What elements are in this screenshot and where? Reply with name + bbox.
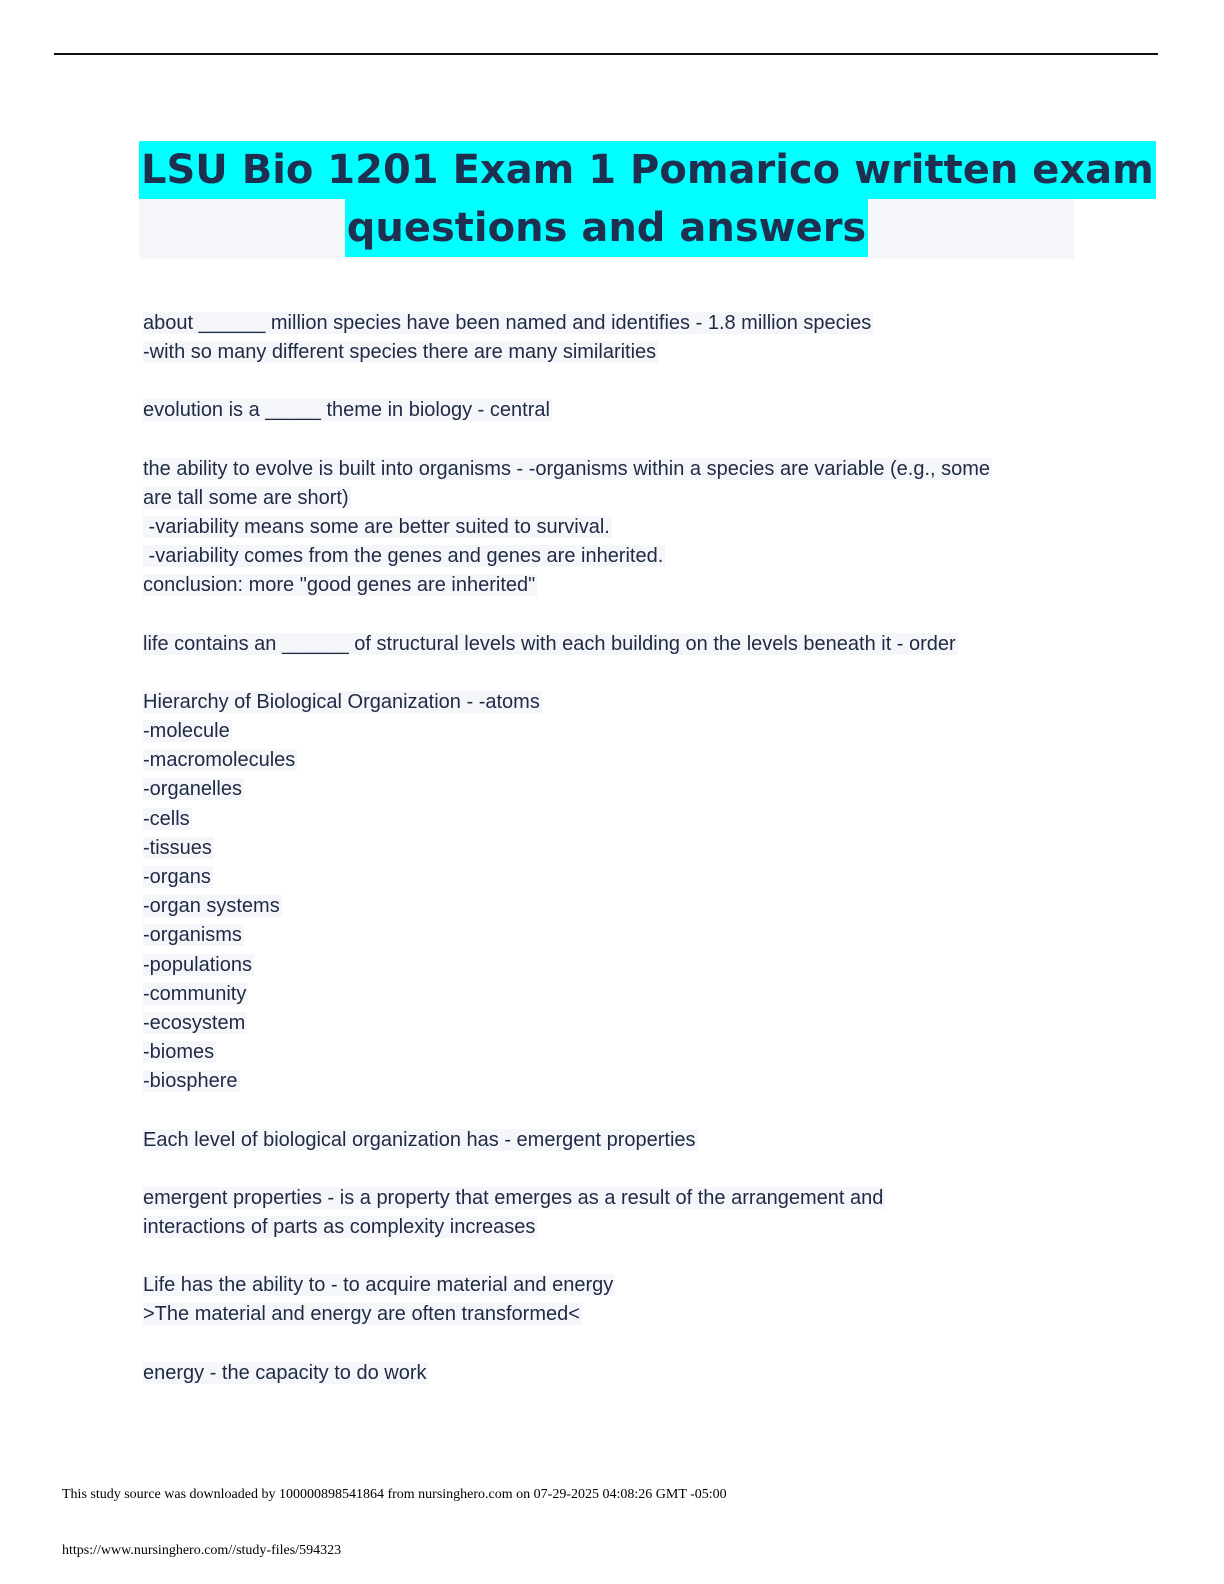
qa-line-text: -community: [143, 982, 247, 1005]
download-source-notice: This study source was downloaded by 100000898541864 from nursinghero.com on 07-29-2025 04:08:26 GMT -05:00: [62, 1487, 727, 1502]
qa-line-text: -variability means some are better suited to survival.: [143, 516, 610, 539]
qa-line: [143, 484, 1083, 513]
qa-line-text: -variability comes from the genes and genes are inherited.: [143, 545, 664, 568]
qa-line: [143, 630, 1083, 659]
qa-entry: [143, 688, 1083, 1097]
qa-entry: [143, 309, 1083, 367]
qa-line-text: Life has the ability to - to acquire material and energy: [143, 1274, 614, 1297]
qa-line-text: interactions of parts as complexity increases: [143, 1216, 536, 1239]
qa-line: [143, 1184, 1083, 1213]
qa-line-text: -cells: [143, 807, 190, 830]
qa-line: [143, 688, 1083, 717]
qa-line: [143, 980, 1083, 1009]
qa-line: [143, 1271, 1083, 1300]
qa-line-text: the ability to evolve is built into organisms - -organisms within a species are variable (e.g., some: [143, 457, 991, 480]
qa-line-text: about ______ million species have been named and identifies - 1.8 million species: [143, 312, 872, 334]
qa-line: [143, 513, 1083, 542]
qa-line: [143, 455, 1083, 484]
qa-line-text: -with so many different species there are many similarities: [143, 341, 657, 364]
qa-entry: [143, 630, 1083, 659]
qa-line: [143, 717, 1083, 746]
qa-line: [143, 951, 1083, 980]
qa-line: [143, 921, 1083, 950]
document-title: [139, 141, 1154, 259]
qa-line-text: energy - the capacity to do work: [143, 1361, 427, 1384]
qa-line-text: evolution is a _____ theme in biology - central: [143, 399, 550, 422]
qa-entry: [143, 396, 1083, 425]
qa-entry: [143, 1359, 1083, 1388]
title-line-1: LSU Bio 1201 Exam 1 Pomarico written exam: [139, 141, 1156, 199]
qa-line: [143, 805, 1083, 834]
qa-line: [143, 834, 1083, 863]
qa-entry: [143, 1126, 1083, 1155]
qa-line-text: -ecosystem: [143, 1012, 246, 1035]
top-rule: [54, 53, 1158, 55]
qa-line-text: -populations: [143, 953, 252, 976]
title-line-2: questions and answers: [345, 199, 869, 257]
qa-line: [143, 1359, 1083, 1388]
qa-line-text: -organelles: [143, 778, 242, 801]
qa-line: [143, 571, 1083, 600]
qa-line-text: Each level of biological organization has - emergent properties: [143, 1128, 696, 1151]
qa-line-text: -organ systems: [143, 895, 280, 918]
qa-line-text: -biosphere: [143, 1070, 238, 1093]
qa-line-text: are tall some are short): [143, 486, 349, 509]
qa-entry: [143, 455, 1083, 601]
qa-line: [143, 1038, 1083, 1067]
qa-entry: [143, 1271, 1083, 1329]
qa-entry: [143, 1184, 1083, 1242]
qa-line-text: life contains an ______ of structural levels with each building on the levels beneath it - order: [143, 632, 956, 655]
qa-line: [143, 338, 1083, 367]
qa-line-text: -macromolecules: [143, 749, 296, 772]
qa-line: [143, 863, 1083, 892]
qa-line-text: -organisms: [143, 924, 242, 947]
qa-line: [143, 892, 1083, 921]
qa-line: [143, 1300, 1083, 1329]
qa-line: [143, 1009, 1083, 1038]
qa-line: [143, 542, 1083, 571]
question-answer-list: [143, 309, 1083, 1417]
qa-line: [143, 746, 1083, 775]
qa-line: [143, 396, 1083, 425]
qa-line-text: conclusion: more "good genes are inherited": [143, 574, 536, 597]
qa-line-text: -tissues: [143, 836, 212, 859]
qa-line: [143, 775, 1083, 804]
qa-line-text: emergent properties - is a property that emerges as a result of the arrangement and: [143, 1186, 884, 1209]
qa-line: [143, 1213, 1083, 1242]
qa-line-text: >The material and energy are often transformed<: [143, 1303, 580, 1326]
qa-line-text: Hierarchy of Biological Organization - -atoms: [143, 690, 540, 713]
qa-line-text: -molecule: [143, 720, 230, 743]
qa-line: [143, 1126, 1083, 1155]
qa-line-text: -biomes: [143, 1041, 215, 1064]
source-url: https://www.nursinghero.com//study-files/594323: [62, 1543, 342, 1558]
qa-line-text: -organs: [143, 866, 211, 889]
qa-line: [143, 1067, 1083, 1096]
qa-line: [143, 309, 1083, 338]
